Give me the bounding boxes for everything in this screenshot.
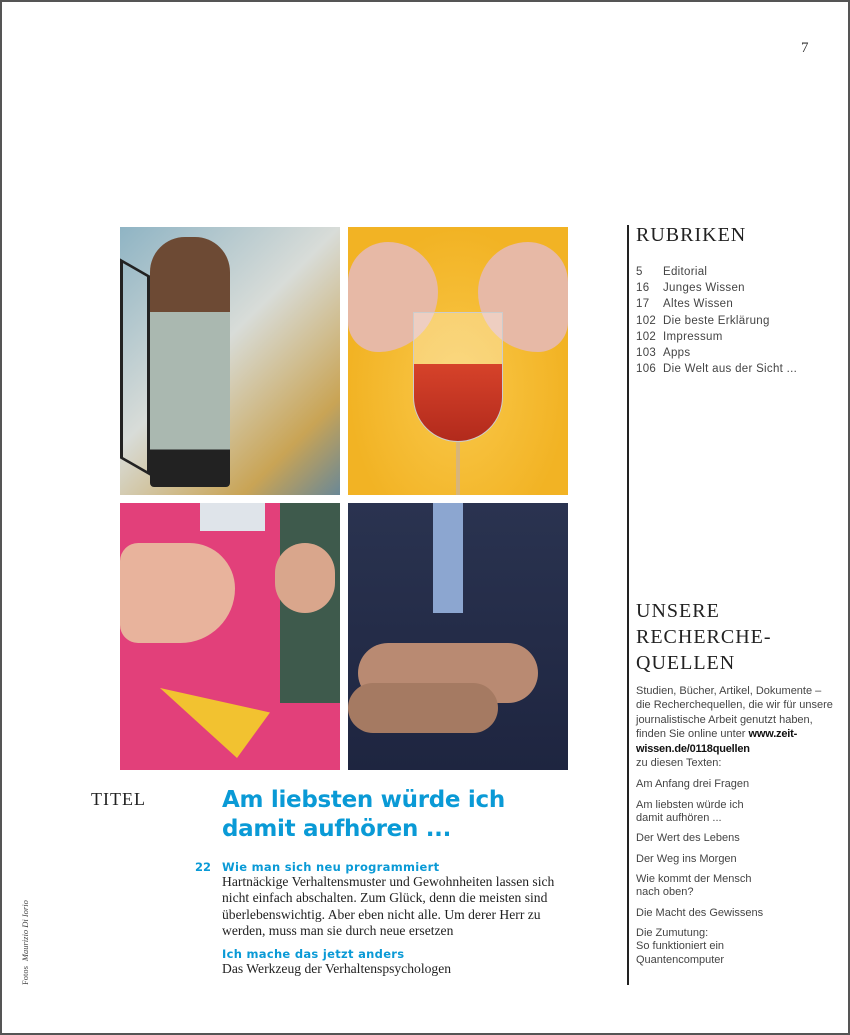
rubrik-item[interactable] [636,345,797,361]
page-ref: 16 [636,282,650,295]
photo-man-with-watch [348,503,568,770]
outro-text: zu diesen Texten: [636,757,722,770]
cover-story-headline[interactable] [222,786,505,844]
article-teaser: Das Werkzeug der Verhaltenspsychologen [222,961,452,977]
rubriken-list [636,264,797,377]
article-list [195,860,555,977]
page-ref: 5 [636,266,643,278]
quellen-heading [636,598,836,676]
rubrik-item[interactable] [636,313,797,329]
column-divider [627,225,629,985]
quellen-list [636,778,836,967]
heading-line: RECHERCHE- [636,626,772,648]
quellen-item[interactable]: Am liebsten würde ich damit aufhören ... [636,798,744,825]
page-ref: 102 [636,314,657,327]
photo-credit [20,900,30,985]
rubrik-item[interactable] [636,264,797,280]
quellen-intro [636,684,836,770]
rubriken-heading: RUBRIKEN [636,224,747,246]
rubrik-label: Impressum [663,330,723,343]
rubrik-label: Die Welt aus der Sicht ... [663,363,798,376]
quellen-item[interactable]: Der Wert des Lebens [636,832,740,845]
rubrik-label: Die beste Erklärung [663,314,770,327]
quellen-item[interactable]: Die Zumutung: So funktioniert ein Quantencomputer [636,926,725,966]
page-ref: 17 [636,298,650,311]
quellen-item[interactable]: Wie kommt der Mensch nach oben? [636,872,752,899]
credit-name: Maurizio Di Iorio [20,900,30,962]
rubrik-label: Junges Wissen [663,282,745,295]
headline-line: damit aufhören ... [222,816,452,842]
headline-line: Am liebsten würde ich [222,787,505,813]
article-title: Ich mache das jetzt anders [222,947,405,962]
quellen-item[interactable]: Am Anfang drei Fragen [636,778,750,791]
article-teaser: Hartnäckige Verhaltensmuster und Gewohnheiten lassen sich nicht einfach abschalten. Zum Glück, denn die meisten sind überlebenswichtig. Aber eben nicht alle. Um derer Herr zu werden, muss man sie durch neue ersetzen [222,874,555,938]
photo-cigarette-hands [120,503,340,770]
page-number: 7 [801,40,809,56]
article-entry[interactable] [195,947,555,977]
section-label-titel: TITEL [91,789,146,809]
intro-text: Studien, Bücher, Artikel, Dokumente – die Recherchequellen, die wir für unsere journalistische Arbeit genutzt haben, finden Sie online unter [636,685,833,741]
rubrik-label: Altes Wissen [663,298,734,311]
quellen-link[interactable]: www.zeit-wissen.de/0118quellen [636,728,798,755]
rubrik-label: Apps [663,347,691,360]
heading-line: QUELLEN [636,652,736,674]
page-ref: 106 [636,363,657,376]
page-ref: 102 [636,330,657,343]
article-title: Wie man sich neu programmiert [222,860,440,874]
article-entry[interactable] [195,860,555,939]
quellen-item[interactable]: Die Macht des Gewissens [636,906,764,919]
rubrik-item[interactable] [636,296,797,312]
rubrik-item[interactable] [636,329,797,345]
rubrik-item[interactable] [636,361,797,377]
heading-line: UNSERE [636,600,720,622]
credit-label: Fotos [20,966,30,985]
article-page-number: 22 [195,860,212,874]
page-ref: 103 [636,347,657,360]
quellen-item[interactable]: Der Weg ins Morgen [636,852,737,865]
photo-girl-at-window [120,227,340,495]
rubrik-item[interactable] [636,280,797,296]
quellen-section [636,598,836,974]
rubrik-label: Editorial [663,266,708,278]
photo-wine-glass-hands [348,227,568,495]
